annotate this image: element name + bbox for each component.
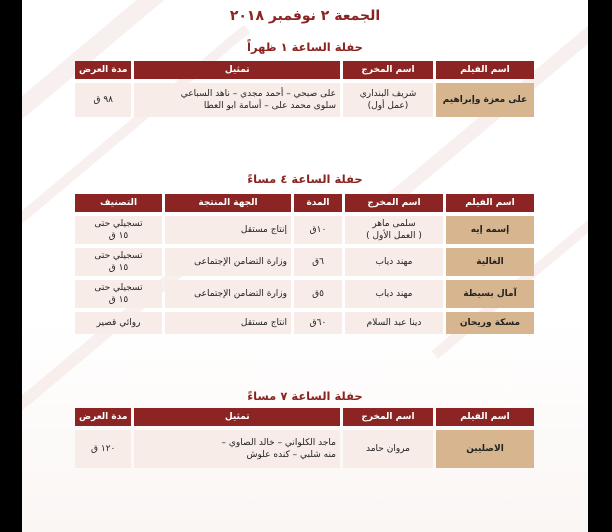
duration-cell: ٩٨ ق	[75, 83, 131, 117]
film-title: الغالية	[446, 248, 534, 276]
column-header: مدة العرض	[75, 408, 131, 426]
table-row	[75, 216, 534, 244]
cast-cell	[134, 430, 340, 468]
film-title: على معزة وإبراهيم	[436, 83, 534, 117]
table-row	[75, 312, 534, 334]
film-title: مسكة وريحان	[446, 312, 534, 334]
classification-length: ١٥ ق	[108, 263, 129, 273]
section-title: حفلة الساعة ٧ مساءً	[247, 389, 363, 403]
table-header-row	[75, 61, 534, 79]
classification-type: تسجيلي حتى	[94, 283, 143, 293]
cast-line: سلوى محمد على – أسامة ابو العطا	[203, 101, 336, 111]
classification-length: ١٥ ق	[108, 295, 129, 305]
director-cell: مهند دياب	[345, 280, 443, 308]
column-header: الجهة المنتجة	[165, 194, 291, 212]
director-cell	[343, 83, 433, 117]
producer-cell: وزارة التضامن الإجتماعى	[165, 248, 291, 276]
film-title: آمال بسيطة	[446, 280, 534, 308]
director-note: ( العمل الأول )	[366, 231, 422, 241]
classification-cell	[75, 280, 162, 308]
classification-cell: روائي قصير	[75, 312, 162, 334]
director-name: سلمى ماهر	[372, 219, 416, 229]
cast-cell	[134, 83, 340, 117]
schedule-table-1	[72, 57, 537, 121]
column-header: تمثيل	[134, 61, 340, 79]
director-cell	[345, 216, 443, 244]
column-header: اسم المخرج	[343, 408, 433, 426]
table-row	[75, 430, 534, 468]
classification-cell	[75, 216, 162, 244]
director-cell: مهند دياب	[345, 248, 443, 276]
classification-type: تسجيلي حتى	[94, 219, 143, 229]
column-header: مدة العرض	[75, 61, 131, 79]
column-header: المدة	[294, 194, 342, 212]
film-title: الاصليين	[436, 430, 534, 468]
column-header: اسم الفيلم	[446, 194, 534, 212]
table-header-row	[75, 408, 534, 426]
producer-cell: انتاج مستقل	[165, 312, 291, 334]
table-row	[75, 83, 534, 117]
cast-line: على صبحي – أحمد مجدي – ناهد السباعي	[180, 89, 336, 99]
table-row	[75, 248, 534, 276]
classification-cell	[75, 248, 162, 276]
classification-type: تسجيلي حتى	[94, 251, 143, 261]
duration-cell: ١٠ق	[294, 216, 342, 244]
schedule-table-2	[72, 190, 537, 338]
page-title: الجمعة ٢ نوفمبر ٢٠١٨	[229, 8, 381, 24]
table-row	[75, 280, 534, 308]
section-title: حفلة الساعة ٤ مساءً	[247, 172, 363, 186]
schedule-page	[22, 0, 588, 532]
column-header: اسم المخرج	[345, 194, 443, 212]
classification-length: ١٥ ق	[108, 231, 129, 241]
column-header: اسم الفيلم	[436, 408, 534, 426]
producer-cell: وزارة التضامن الإجتماعى	[165, 280, 291, 308]
duration-cell: ٦٠ق	[294, 312, 342, 334]
table-header-row	[75, 194, 534, 212]
director-cell: مروان حامد	[343, 430, 433, 468]
column-header: تمثيل	[134, 408, 340, 426]
column-header: اسم المخرج	[343, 61, 433, 79]
director-note: (عمل أول)	[367, 101, 409, 111]
duration-cell: ١٢٠ ق	[75, 430, 131, 468]
producer-cell: إنتاج مستقل	[165, 216, 291, 244]
cast-line: ماجد الكلواني – خالد الصاوي –	[221, 438, 336, 448]
duration-cell: ٦ق	[294, 248, 342, 276]
column-header: اسم الفيلم	[436, 61, 534, 79]
column-header: التصنيف	[75, 194, 162, 212]
film-title: إسمه إيه	[446, 216, 534, 244]
director-cell: دينا عبد السلام	[345, 312, 443, 334]
director-name: شريف البنداري	[359, 89, 417, 99]
cast-line: منه شلبي – كنده علوش	[246, 450, 336, 460]
section-title: حفلة الساعة ١ ظهراً	[247, 40, 363, 54]
duration-cell: ٥ق	[294, 280, 342, 308]
schedule-table-3	[72, 404, 537, 472]
